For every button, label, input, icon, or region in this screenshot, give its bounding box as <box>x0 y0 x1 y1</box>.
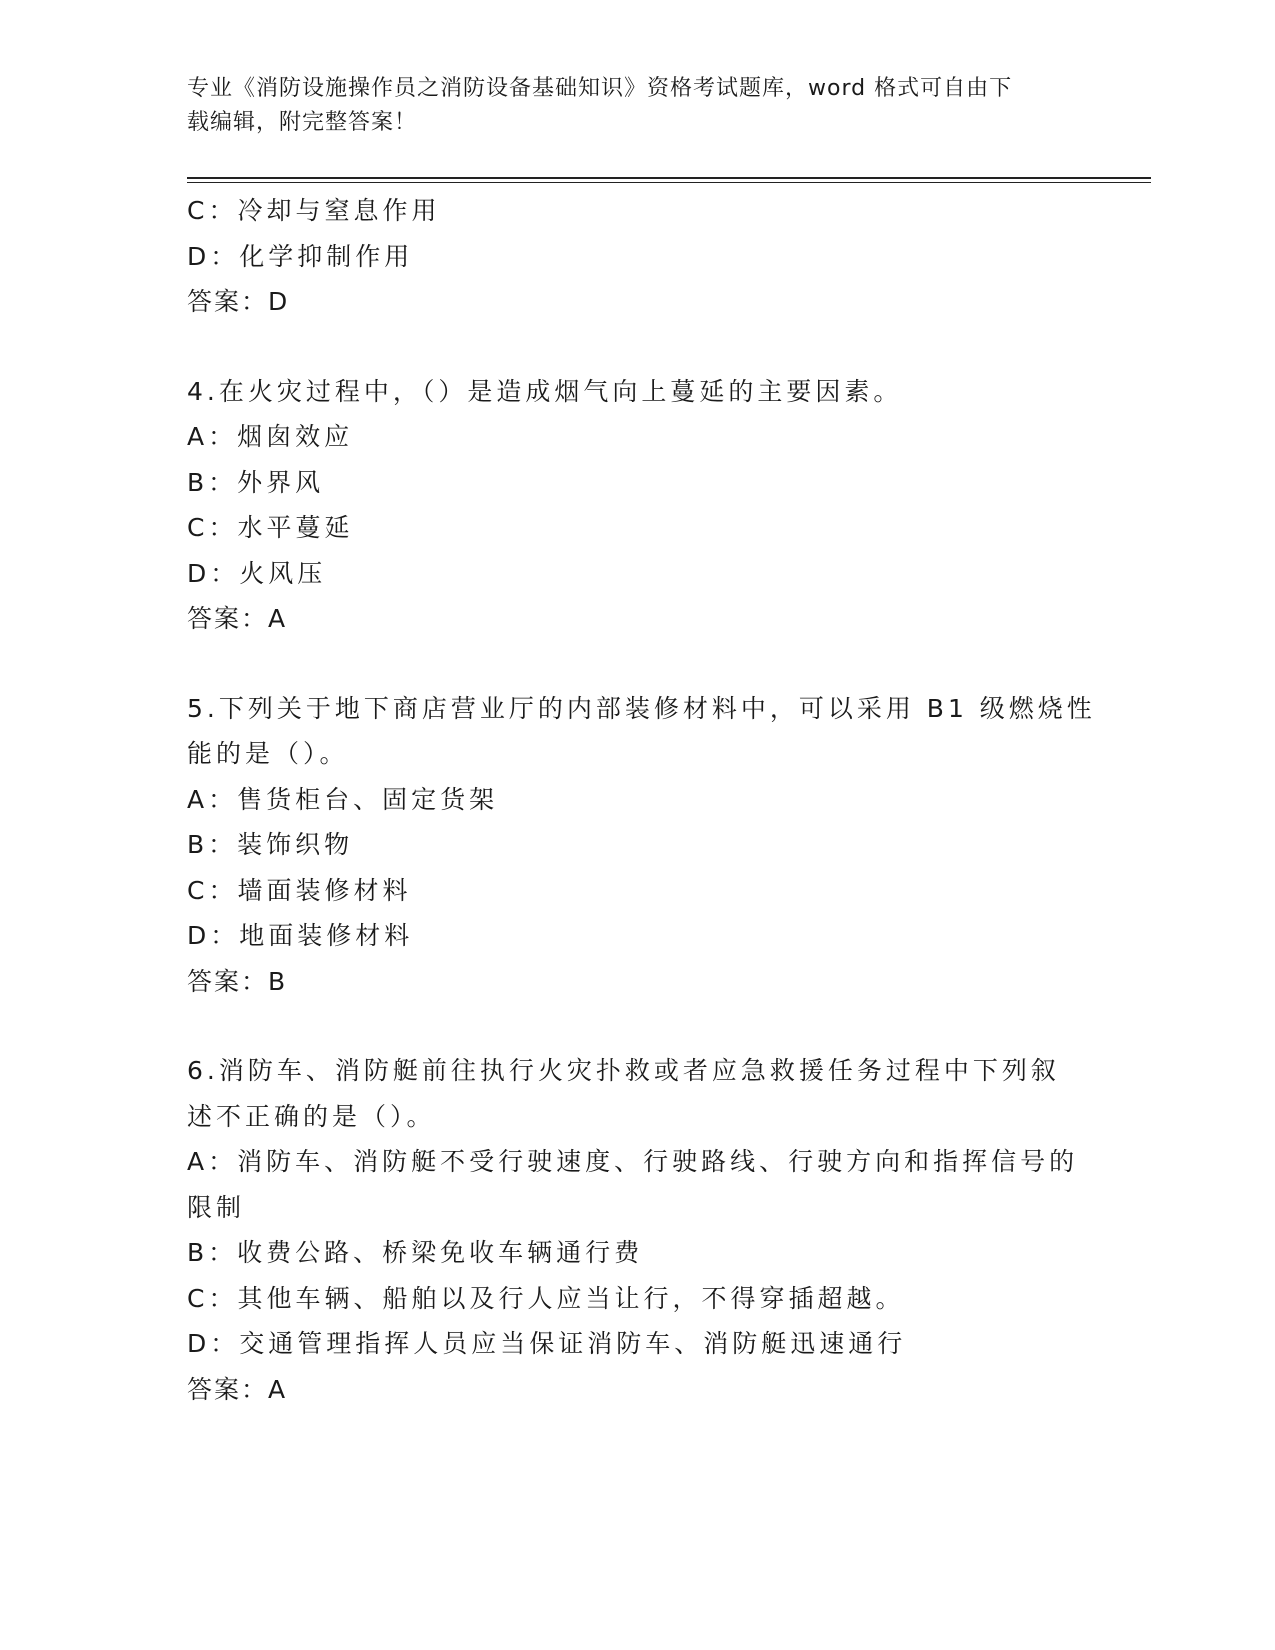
header-line-1: 专业《消防设施操作员之消防设备基础知识》资格考试题库，word 格式可自由下 <box>187 76 1013 101</box>
option-d: D：交通管理指挥人员应当保证消防车、消防艇迅速通行 <box>187 1329 907 1358</box>
option-b: B：外界风 <box>187 467 325 497</box>
header-divider-thick <box>187 177 1151 179</box>
option-c: C：墙面装修材料 <box>187 875 412 905</box>
option-c: C：其他车辆、船舶以及行人应当让行，不得穿插超越。 <box>187 1283 905 1313</box>
header-line-2: 载编辑，附完整答案！ <box>187 110 418 135</box>
question-6 <box>187 1048 1087 1412</box>
option-c: C：冷却与窒息作用 <box>187 196 441 225</box>
option-d: D：地面装修材料 <box>187 921 414 950</box>
answer-line: 答案：D <box>187 287 290 316</box>
answer-line: 答案：A <box>187 604 288 633</box>
header-divider-thin <box>187 182 1151 183</box>
option-a: A：烟囱效应 <box>187 422 354 451</box>
option-a-line-1: A：消防车、消防艇不受行驶速度、行驶路线、行驶方向和指挥信号的 <box>187 1147 1079 1176</box>
question-text: 4.在火灾过程中，（）是造成烟气向上蔓延的主要因素。 <box>187 376 903 406</box>
question-3-remainder <box>187 188 1087 325</box>
question-text-line-1: 5.下列关于地下商店营业厅的内部装修材料中，可以采用 B1 级燃烧性 <box>187 693 1096 723</box>
option-c: C：水平蔓延 <box>187 513 354 542</box>
answer-line: 答案：A <box>187 1374 288 1404</box>
option-b: B：装饰织物 <box>187 830 354 859</box>
option-d: D：化学抑制作用 <box>187 241 414 271</box>
question-4 <box>187 369 1087 642</box>
question-text-line-2: 述不正确的是（）。 <box>187 1101 436 1131</box>
question-5 <box>187 686 1096 1005</box>
option-a: A：售货柜台、固定货架 <box>187 784 499 814</box>
question-text-line-1: 6.消防车、消防艇前往执行火灾扑救或者应急救援任务过程中下列叙 <box>187 1056 1060 1085</box>
option-d: D：火风压 <box>187 558 327 588</box>
option-a-line-2: 限制 <box>187 1192 246 1222</box>
page-header <box>187 72 1087 140</box>
option-b: B：收费公路、桥梁免收车辆通行费 <box>187 1238 644 1267</box>
question-list <box>187 188 1096 1412</box>
question-text-line-2: 能的是（）。 <box>187 739 349 768</box>
answer-line: 答案：B <box>187 966 288 996</box>
